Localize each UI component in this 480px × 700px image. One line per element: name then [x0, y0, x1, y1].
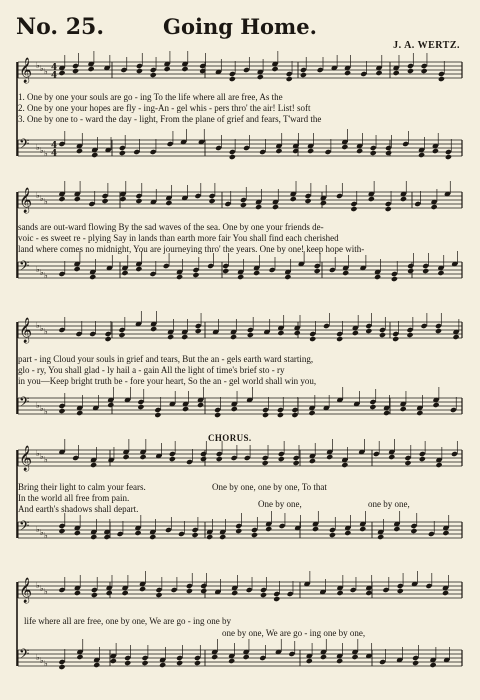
- verse-line: glo - ry, You shall glad - ly hail a - gain All the light of time's brief sto - ry: [18, 365, 285, 375]
- notehead: [150, 72, 157, 78]
- lyrics-system-1: [18, 92, 468, 125]
- notehead: [89, 274, 96, 280]
- lyrics-system-3: [18, 354, 468, 387]
- notehead: [167, 334, 174, 340]
- notehead: [391, 276, 398, 282]
- notehead: [134, 530, 141, 536]
- notehead: [90, 462, 97, 468]
- notehead: [272, 204, 279, 210]
- flat-sign: ♭: [44, 587, 48, 596]
- notehead: [105, 336, 112, 342]
- notehead: [76, 148, 83, 154]
- notehead: [286, 76, 293, 82]
- notehead: [237, 274, 244, 280]
- notehead: [243, 654, 250, 660]
- flat-sign: ♭: [44, 197, 48, 206]
- notehead: [58, 70, 65, 76]
- notehead: [300, 72, 307, 78]
- notehead: [88, 66, 95, 72]
- notehead: [430, 662, 437, 668]
- notehead: [240, 202, 247, 208]
- notehead: [379, 332, 386, 338]
- notehead: [277, 330, 284, 336]
- flat-sign: ♭: [36, 61, 40, 70]
- flat-sign: ♭: [36, 449, 40, 458]
- notehead: [229, 76, 236, 82]
- verse-line: land where comes no midnight, You are journeying thro' the years. One by one! keep hope with-: [18, 244, 365, 254]
- notehead: [410, 528, 417, 534]
- notehead: [305, 198, 312, 204]
- time-signature-top: 4: [51, 141, 58, 151]
- verse-line: 3. One by one to - ward the day - light, From the plane of grief and fears, T'ward the: [18, 114, 322, 124]
- flat-sign: ♭: [44, 455, 48, 464]
- notehead: [169, 456, 176, 462]
- notehead: [438, 76, 445, 82]
- notehead: [433, 402, 440, 408]
- flat-sign: ♭: [44, 531, 48, 540]
- notehead: [192, 272, 199, 278]
- notehead: [314, 268, 321, 274]
- hymn-number: No. 25.: [16, 14, 104, 40]
- flat-sign: ♭: [44, 327, 48, 336]
- notehead: [76, 654, 83, 660]
- notehead: [121, 270, 128, 276]
- notehead: [342, 270, 349, 276]
- verse-line: And earth's shadows shall depart.: [18, 504, 139, 514]
- notehead: [407, 268, 414, 274]
- notehead: [139, 586, 146, 592]
- bass-clef: 𝄢: [19, 394, 30, 413]
- verse-line: in you—Keep bright truth be - fore your heart, So the an - gel world shall win you,: [18, 376, 317, 386]
- flat-sign: ♭: [36, 653, 40, 662]
- flat-sign: ♭: [40, 528, 44, 537]
- treble-clef: 𝄞: [19, 188, 33, 213]
- notehead: [442, 590, 449, 596]
- notehead: [365, 590, 372, 596]
- bass-clef: 𝄢: [19, 518, 30, 537]
- composer-credit: J. A. WERTZ.: [393, 40, 460, 51]
- notehead: [421, 68, 428, 74]
- notehead: [374, 274, 381, 280]
- notehead: [400, 406, 407, 412]
- notehead: [206, 534, 213, 540]
- treble-clef: 𝄞: [19, 58, 33, 83]
- notehead: [176, 660, 183, 666]
- notehead: [219, 534, 226, 540]
- notehead: [91, 592, 98, 598]
- notehead: [247, 332, 254, 338]
- bass-clef: 𝄢: [19, 136, 30, 155]
- notehead: [383, 410, 390, 416]
- notehead: [397, 588, 404, 594]
- notehead: [135, 266, 142, 272]
- notehead: [277, 412, 284, 418]
- notehead: [119, 196, 126, 202]
- notehead: [253, 270, 260, 276]
- notehead: [400, 196, 407, 202]
- verse-line: part - ing Cloud your souls in grief and tears, But the an - gels earth ward starting,: [18, 354, 314, 364]
- notehead: [365, 328, 372, 334]
- flat-sign: ♭: [36, 525, 40, 534]
- notehead: [265, 526, 272, 532]
- notehead: [359, 526, 366, 532]
- notehead: [229, 154, 236, 160]
- notehead: [435, 328, 442, 334]
- notehead: [119, 150, 126, 156]
- flat-sign: ♭: [36, 401, 40, 410]
- notehead: [369, 404, 376, 410]
- flat-sign: ♭: [44, 659, 48, 668]
- treble-clef: 𝄞: [19, 578, 33, 603]
- notehead: [165, 200, 172, 206]
- notehead: [306, 658, 313, 664]
- lyrics-system-4: [18, 482, 198, 515]
- verse-line: 1. One by one your souls are go - ing To the life where all are free, As the: [18, 92, 283, 102]
- notehead: [407, 68, 414, 74]
- notehead: [222, 268, 229, 274]
- notehead: [262, 412, 269, 418]
- notehead: [154, 412, 161, 418]
- time-signature-top: 4: [51, 63, 58, 73]
- notehead: [74, 530, 81, 536]
- notehead: [209, 198, 216, 204]
- flat-sign: ♭: [44, 271, 48, 280]
- chorus-upper-text: One by one, one by one, To that: [212, 482, 327, 492]
- notehead: [58, 528, 65, 534]
- notehead: [275, 148, 282, 154]
- notehead: [139, 454, 146, 460]
- notehead: [216, 456, 223, 462]
- notehead: [416, 410, 423, 416]
- notehead: [393, 526, 400, 532]
- notehead: [93, 662, 100, 668]
- verse-line: voic - es sweet re - plying Say in lands than earth more fair You shall find each cherished: [18, 233, 339, 243]
- notehead: [107, 402, 114, 408]
- notehead: [214, 412, 221, 418]
- flat-sign: ♭: [36, 143, 40, 152]
- notehead: [351, 654, 358, 660]
- bass-part-text: one by one,: [368, 499, 410, 509]
- flat-sign: ♭: [40, 404, 44, 413]
- notehead: [393, 70, 400, 76]
- notehead: [135, 198, 142, 204]
- notehead: [422, 268, 429, 274]
- notehead: [124, 660, 131, 666]
- notehead: [385, 206, 392, 212]
- notehead: [370, 150, 377, 156]
- notehead: [103, 534, 110, 540]
- flat-sign: ♭: [40, 324, 44, 333]
- notehead: [341, 462, 348, 468]
- notehead: [375, 70, 382, 76]
- notehead: [308, 410, 315, 416]
- notehead: [137, 404, 144, 410]
- flat-sign: ♭: [44, 407, 48, 416]
- notehead: [309, 336, 316, 342]
- notehead: [385, 150, 392, 156]
- verse-line: 2. One by one your hopes are fly - ing-An - gel whis - pers thro' the air! List! soft: [18, 103, 311, 113]
- notehead: [76, 410, 83, 416]
- chorus-label: CHORUS.: [208, 433, 252, 443]
- notehead: [118, 332, 125, 338]
- notehead: [284, 274, 291, 280]
- notehead: [344, 70, 351, 76]
- notehead: [435, 462, 442, 468]
- notehead: [312, 526, 319, 532]
- notehead: [437, 270, 444, 276]
- notehead: [271, 66, 278, 72]
- notehead: [106, 590, 113, 596]
- notehead: [309, 458, 316, 464]
- notehead: [74, 266, 81, 272]
- flat-sign: ♭: [40, 268, 44, 277]
- notehead: [192, 532, 199, 538]
- notehead: [350, 206, 357, 212]
- notehead: [294, 330, 301, 336]
- notehead: [164, 66, 171, 72]
- notehead: [159, 662, 166, 668]
- notehead: [320, 200, 327, 206]
- notehead: [235, 528, 242, 534]
- flat-sign: ♭: [40, 64, 44, 73]
- notehead: [406, 332, 413, 338]
- notehead: [200, 456, 207, 462]
- notehead: [368, 196, 375, 202]
- notehead: [122, 590, 129, 596]
- notehead: [290, 196, 297, 202]
- notehead: [341, 144, 348, 150]
- notehead: [110, 658, 117, 664]
- notehead: [228, 658, 235, 664]
- flat-sign: ♭: [40, 656, 44, 665]
- bass-clef: 𝄢: [19, 258, 30, 277]
- notehead: [58, 196, 65, 202]
- notehead: [230, 334, 237, 340]
- notehead: [431, 204, 438, 210]
- lyrics-system-2: [18, 222, 468, 255]
- treble-clef: 𝄞: [19, 318, 33, 343]
- notehead: [432, 148, 439, 154]
- notehead: [356, 148, 363, 154]
- notehead: [155, 592, 162, 598]
- notehead: [257, 74, 264, 80]
- notehead: [58, 408, 65, 414]
- flat-sign: ♭: [40, 146, 44, 155]
- notehead: [255, 204, 262, 210]
- notehead: [194, 660, 201, 666]
- notehead: [58, 664, 65, 670]
- flat-sign: ♭: [40, 584, 44, 593]
- notehead: [149, 534, 156, 540]
- notehead: [352, 330, 359, 336]
- notehead: [260, 592, 267, 598]
- notehead: [291, 412, 298, 418]
- notehead: [197, 402, 204, 408]
- notehead: [74, 196, 81, 202]
- time-signature-bottom: 4: [51, 149, 58, 159]
- verse-line: Bring their light to calm your fears.: [18, 482, 146, 492]
- notehead: [231, 590, 238, 596]
- notehead: [181, 66, 188, 72]
- notehead: [123, 454, 130, 460]
- notehead: [442, 530, 449, 536]
- notehead: [200, 588, 207, 594]
- notehead: [329, 532, 336, 538]
- notehead: [273, 596, 280, 602]
- bass-clef: 𝄢: [19, 646, 30, 665]
- chorus-upper-text: life where all are free, one by one, We are go - ing one by: [24, 616, 232, 626]
- flat-sign: ♭: [36, 581, 40, 590]
- notehead: [211, 654, 218, 660]
- notehead: [404, 460, 411, 466]
- notehead: [452, 334, 459, 340]
- notehead: [418, 152, 425, 158]
- notehead: [336, 590, 343, 596]
- notehead: [90, 534, 97, 540]
- notehead: [388, 454, 395, 460]
- notehead: [91, 152, 98, 158]
- flat-sign: ♭: [36, 265, 40, 274]
- notehead: [336, 336, 343, 342]
- flat-sign: ♭: [36, 321, 40, 330]
- flat-sign: ♭: [44, 149, 48, 158]
- notehead: [278, 456, 285, 462]
- notehead: [445, 154, 452, 160]
- notehead: [336, 658, 343, 664]
- notehead: [176, 274, 183, 280]
- notehead: [412, 660, 419, 666]
- bass-part-text: One by one,: [258, 499, 302, 509]
- notehead: [293, 460, 300, 466]
- notehead: [182, 406, 189, 412]
- notehead: [142, 660, 149, 666]
- verse-line: In the world all free from pain.: [18, 493, 130, 503]
- flat-sign: ♭: [44, 67, 48, 76]
- notehead: [186, 588, 193, 594]
- notehead: [377, 534, 384, 540]
- notehead: [392, 336, 399, 342]
- notehead: [307, 148, 314, 154]
- notehead: [102, 198, 109, 204]
- notehead: [74, 590, 81, 596]
- notehead: [231, 406, 238, 412]
- treble-clef: 𝄞: [19, 446, 33, 471]
- flat-sign: ♭: [36, 191, 40, 200]
- flat-sign: ♭: [40, 452, 44, 461]
- bass-part-text: one by one, We are go - ing one by one,: [222, 628, 366, 638]
- notehead: [326, 454, 333, 460]
- notehead: [136, 68, 143, 74]
- notehead: [262, 460, 269, 466]
- notehead: [344, 530, 351, 536]
- notehead: [251, 532, 258, 538]
- hymn-title: Going Home.: [163, 14, 317, 39]
- notehead: [320, 654, 327, 660]
- notehead: [181, 334, 188, 340]
- notehead: [195, 328, 202, 334]
- flat-sign: ♭: [40, 194, 44, 203]
- notehead: [72, 68, 79, 74]
- verse-line: sands are out-ward flowing By the sad waves of the sea. One by one your friends de-: [18, 222, 324, 232]
- notehead: [150, 326, 157, 332]
- time-signature-bottom: 4: [51, 71, 58, 81]
- notehead: [419, 456, 426, 462]
